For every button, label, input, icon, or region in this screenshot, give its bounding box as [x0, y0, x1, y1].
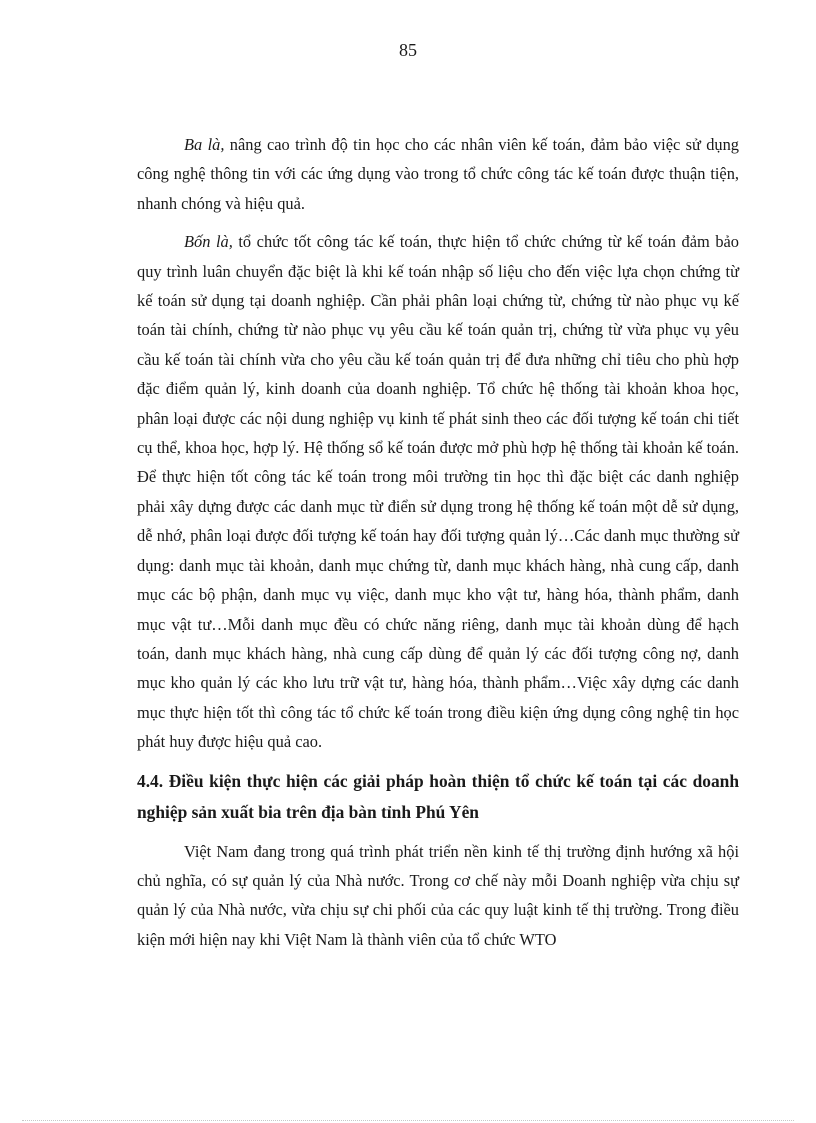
- paragraph-bon-la: [137, 227, 739, 756]
- paragraph-ba-la: [137, 130, 739, 218]
- paragraph-text: nâng cao trình độ tin học cho các nhân viên kế toán, đảm bảo việc sử dụng công nghệ thông tin với các ứng dụng vào trong tổ chức công tác kế toán được thuận tiện, nhanh chóng và hiệu quả.: [137, 135, 740, 213]
- document-body: [137, 130, 739, 963]
- page-bottom-rule: [22, 1120, 794, 1121]
- paragraph-lead: Ba là,: [184, 135, 225, 154]
- page-number: 85: [399, 40, 417, 60]
- paragraph-lead: Bốn là,: [184, 232, 233, 252]
- paragraph-text: tổ chức tốt công tác kế toán, thực hiện tổ chức chứng từ kế toán đảm bảo quy trình luân chuyển đặc biệt là khi kế toán nhập số liệu cho đến việc lựa chọn chứng từ kế toán sử dụng tại doanh nghiệp. Cần phải phân loại chứng từ, chứng từ nào phục vụ kế toán tài chính, chứng từ nào phục vụ yêu cầu kế toán quản trị, chứng từ vừa phục vụ yêu cầu kế toán tài chính vừa cho yêu cầu kế toán quản trị để đưa những chỉ tiêu cho phù hợp đặc điểm quản lý, kinh doanh của doanh nghiệp. Tổ chức hệ thống tài khoản khoa học, phân loại được các nội dung nghiệp vụ kinh tế phát sinh theo các đối tượng kế toán chi tiết cụ thể, khoa học, hợp lý. Hệ thống sổ kế toán được mở phù hợp hệ thống tài khoản kế toán. Để thực hiện tốt công tác kế toán trong môi trường tin học thì đặc biệt các danh nghiệp phải xây dựng được các danh mục từ điển sử dụng trong hệ thống kế toán một dễ sử dụng, dễ nhớ, phân loại được đối tượng kế toán hay đối tượng quản lý…Các danh mục thường sử dụng: danh mục tài khoản, danh mục chứng từ, danh mục khách hàng, nhà cung cấp, danh mục các bộ phận, danh mục vụ việc, danh mục kho vật tư, hàng hóa, thành phẩm, danh mục vật tư…Mỗi danh mục đều có chức năng riêng, danh mục tài khoản dùng để hạch toán, danh mục khách hàng, nhà cung cấp dùng để quản lý các đối tượng công nợ, danh mục kho quản lý các kho lưu trữ vật tư, hàng hóa, thành phẩm…Việc xây dựng các danh mục thực hiện tốt thì công tác tổ chức kế toán trong điều kiện ứng dụng công nghệ tin học phát huy được hiệu quả cao.: [137, 232, 739, 752]
- section-paragraph: Việt Nam đang trong quá trình phát triển nền kinh tế thị trường định hướng xã hội chủ nghĩa, có sự quản lý của Nhà nước. Trong cơ chế này mỗi Doanh nghiệp vừa chịu sự quản lý của Nhà nước, vừa chịu sự chi phối của các quy luật kinh tế thị trường. Trong điều kiện mới hiện nay khi Việt Nam là thành viên của tổ chức WTO: [137, 841, 739, 949]
- section-heading: 4.4. Điều kiện thực hiện các giải pháp hoàn thiện tổ chức kế toán tại các doanh nghiệp sản xuất bia trên địa bàn tỉnh Phú Yên: [137, 770, 739, 822]
